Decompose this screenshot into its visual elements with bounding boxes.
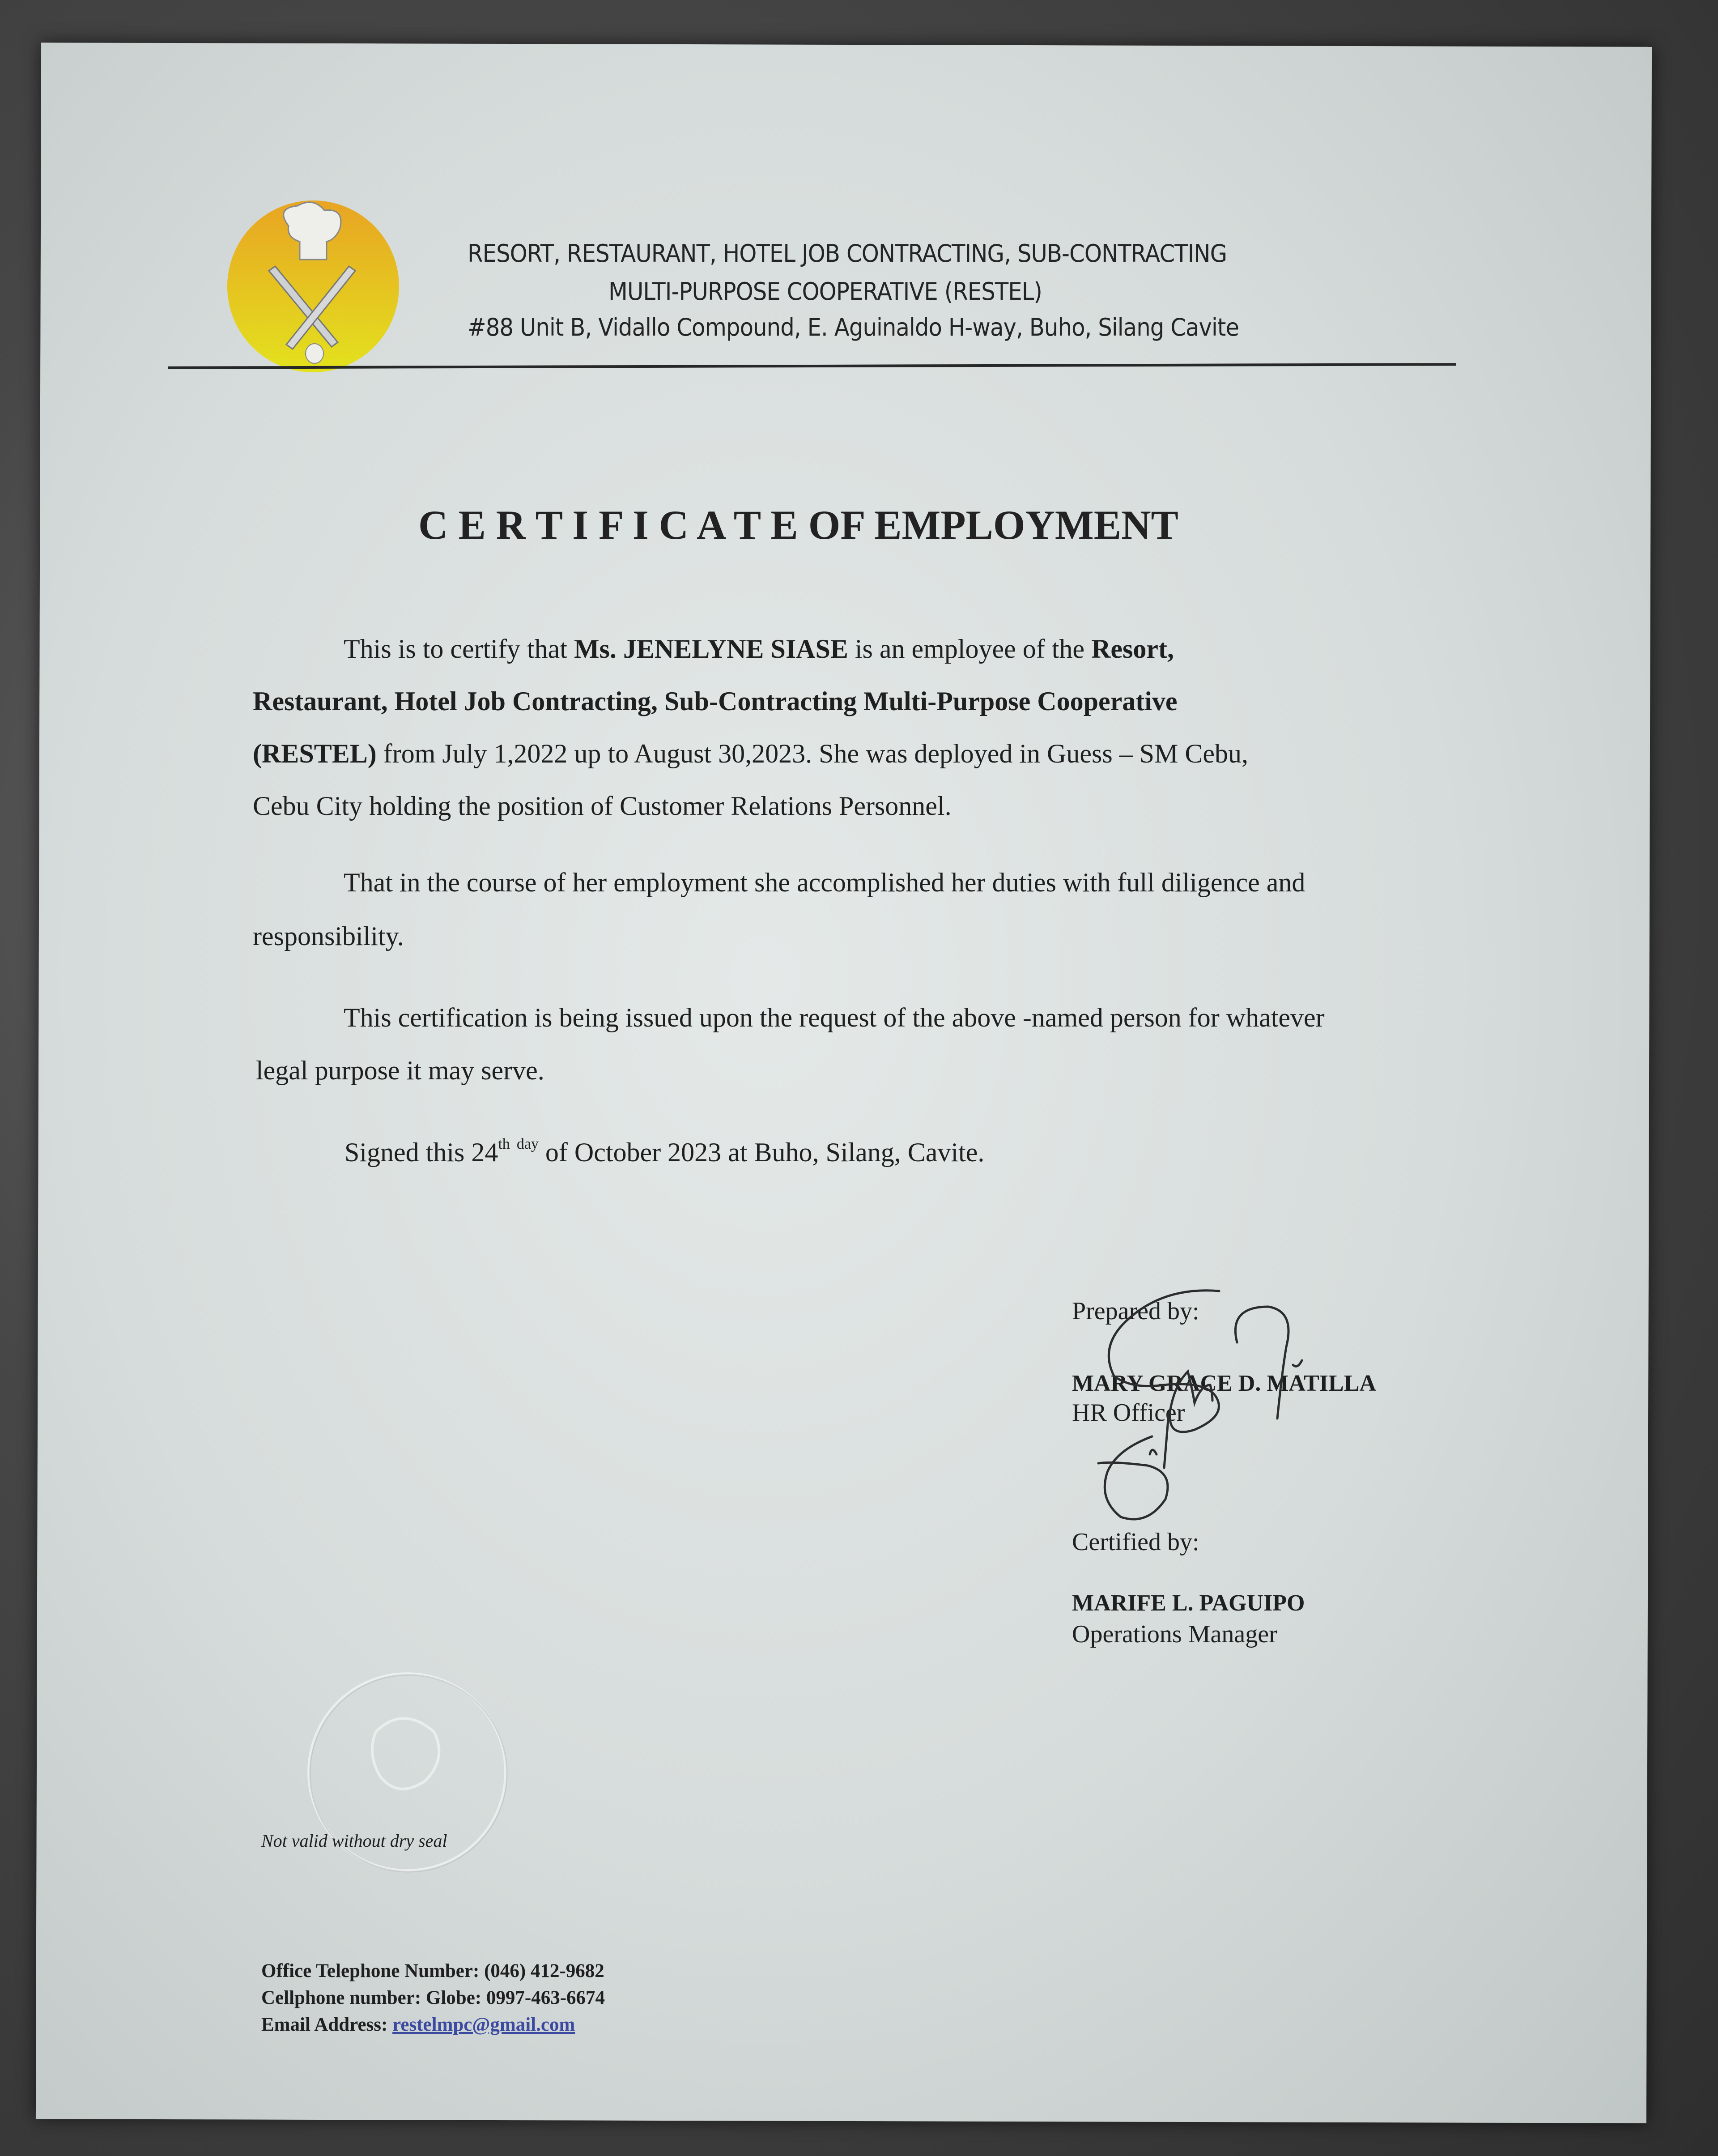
prepared-by-name: MARY GRACE D. MATILLA [1072,1371,1376,1396]
ordinal-suffix: th [498,1136,510,1152]
label: Cellphone number: Globe: [261,1987,486,2008]
signature-paguipo-icon [1098,1414,1169,1519]
org-address: #88 Unit B, Vidallo Compound, E. Aguinaldo H-way, Buho, Silang Cavite [468,313,1239,341]
text: Signed this 24 [344,1138,498,1167]
text: of October 2023 at Buho, Silang, Cavite. [538,1138,985,1167]
phone-number: (046) 412-9682 [484,1960,604,1981]
document-title: C E R T I F I C A T E OF EMPLOYMENT [418,502,1178,548]
certified-by-role: Operations Manager [1072,1620,1277,1648]
prepared-by-label: Prepared by: [1072,1297,1199,1325]
paragraph-1-line-3 [253,740,1248,767]
footer-email [261,2014,575,2036]
paragraph-3-line-1: This certification is being issued upon the request of the above -named person for whatever [344,1003,1325,1032]
employer-name: Resort, [1091,634,1174,664]
signed-date-line [344,1136,985,1167]
restel-logo [226,199,400,374]
paragraph-3-line-2: legal purpose it may serve. [256,1056,544,1085]
text: is an employee of the [848,634,1092,664]
prepared-by-role: HR Officer [1072,1399,1185,1427]
paragraph-2-line-2: responsibility. [253,921,404,951]
chef-hat-cutlery-icon [226,199,400,374]
paragraph-2-line-1: That in the course of her employment she accomplished her duties with full diligence and [344,868,1306,897]
seal-notice: Not valid without dry seal [261,1831,447,1851]
paragraph-1-line-4: Cebu City holding the position of Customer Relations Personnel. [253,791,952,821]
handwritten-signatures [1051,1275,1454,1656]
footer-cellphone [261,1987,605,2009]
org-name-line2: MULTI-PURPOSE COOPERATIVE (RESTEL) [608,277,1042,306]
text: from July 1,2022 up to August 30,2023. She was deployed in Guess – SM Cebu, [376,739,1249,768]
email-link[interactable]: restelmpc@gmail.com [392,2014,575,2035]
label: Email Address: [261,2014,393,2035]
employee-name: Ms. JENELYNE SIASE [574,634,848,664]
certified-by-name: MARIFE L. PAGUIPO [1072,1590,1305,1616]
paragraph-1-line-1 [344,635,1174,662]
day-superscript: day [516,1136,539,1152]
org-name-line1: RESORT, RESTAURANT, HOTEL JOB CONTRACTING, SUB-CONTRACTING [468,239,1227,268]
cell-number: 0997-463-6674 [486,1987,605,2008]
footer-phone [261,1960,604,1982]
employer-acronym: (RESTEL) [253,739,377,768]
paragraph-1-line-2: Restaurant, Hotel Job Contracting, Sub-Contracting Multi-Purpose Cooperative [253,686,1178,716]
signature-matilla-icon [1109,1291,1302,1432]
certified-by-label: Certified by: [1072,1528,1199,1556]
text: This is to certify that [344,634,574,664]
label: Office Telephone Number: [261,1960,485,1981]
